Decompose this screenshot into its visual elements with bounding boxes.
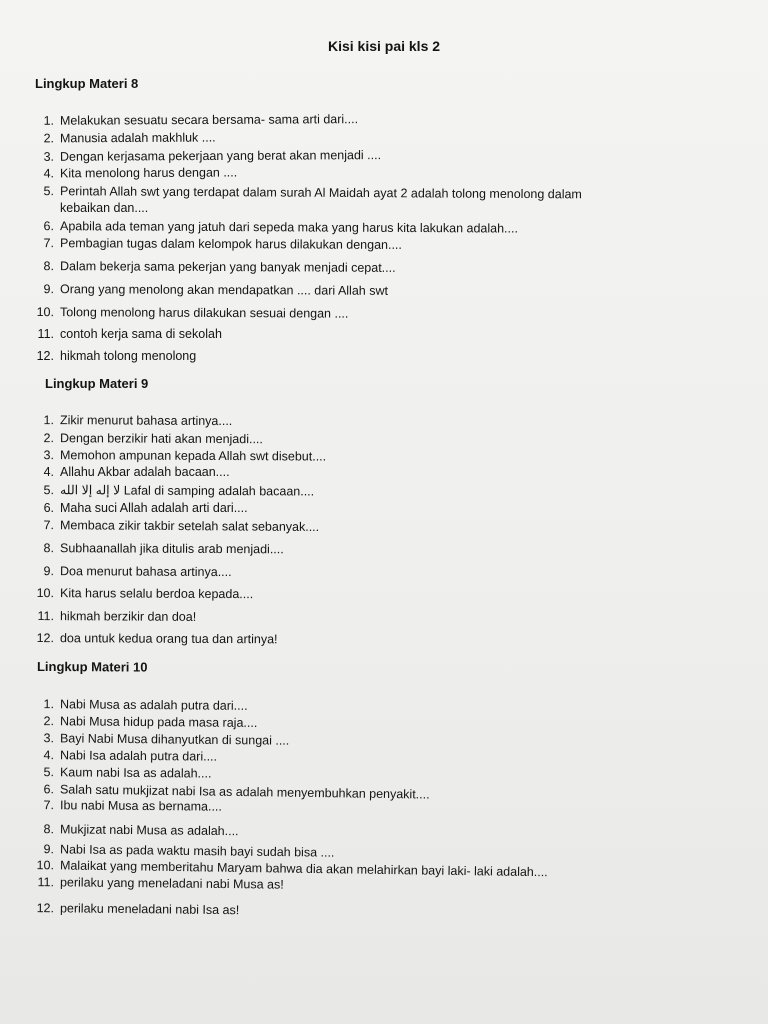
- document-title: Kisi kisi pai kls 2: [327, 38, 441, 54]
- list-item: 3. Dengan kerjasama pekerjaan yang berat akan menjadi ....: [43, 148, 382, 164]
- list-item: 4. Allahu Akbar adalah bacaan....: [43, 465, 230, 479]
- list-item: 2. Dengan berzikir hati akan menjadi....: [43, 431, 263, 447]
- list-item: 7. Membaca zikir takbir setelah salat sebanyak....: [43, 518, 320, 535]
- list-item: 3. Memohon ampunan kepada Allah swt disebut....: [43, 448, 327, 464]
- list-item: 6. Apabila ada teman yang jatuh dari sepeda maka yang harus kita lakukan adalah....: [43, 219, 518, 236]
- list-item: 10. Kita harus selalu berdoa kepada....: [36, 586, 254, 602]
- list-item: 11. hikmah berzikir dan doa!: [37, 609, 197, 624]
- list-item: 2. Manusia adalah makhluk ....: [43, 130, 216, 146]
- list-item: 11. contoh kerja sama di sekolah: [37, 327, 222, 341]
- list-item: 1. Nabi Musa as adalah putra dari....: [43, 697, 248, 713]
- list-item: 12. hikmah tolong menolong: [36, 349, 197, 363]
- list-item: 7. Ibu nabi Musa as bernama....: [43, 798, 222, 814]
- list-item: 6. Salah satu mukjizat nabi Isa as adalah menyembuhkan penyakit....: [43, 782, 430, 802]
- section-heading-materi-9: Lingkup Materi 9: [45, 376, 149, 391]
- list-item: 8. Subhaanallah jika ditulis arab menjadi....: [43, 541, 284, 557]
- list-item: 6. Maha suci Allah adalah arti dari....: [43, 501, 248, 515]
- list-item: 11. perilaku yang meneladani nabi Musa as!: [37, 875, 284, 892]
- section-heading-materi-10: Lingkup Materi 10: [36, 659, 148, 675]
- list-item: 8. Dalam bekerja sama pekerjan yang banyak menjadi cepat....: [43, 259, 396, 275]
- list-item: 5. Kaum nabi Isa as adalah....: [43, 765, 212, 781]
- list-item: 7. Pembagian tugas dalam kelompok harus dilakukan dengan....: [43, 236, 402, 252]
- list-item: 12. doa untuk kedua orang tua dan artinya!: [36, 631, 278, 647]
- list-item: 1. Melakukan sesuatu secara bersama- sama arti dari....: [43, 112, 359, 128]
- list-item: 9. Orang yang menolong akan mendapatkan .... dari Allah swt: [43, 282, 389, 298]
- list-item-continuation: kebaikan dan....: [60, 201, 149, 215]
- list-item: 10. Tolong menolong harus dilakukan sesuai dengan ....: [36, 305, 349, 321]
- list-item: 2. Nabi Musa hidup pada masa raja....: [43, 714, 258, 730]
- list-item: 4. Nabi Isa adalah putra dari....: [43, 748, 218, 764]
- list-item: 8. Mukjizat nabi Musa as adalah....: [43, 822, 239, 839]
- list-item: 10. Malaikat yang memberitahu Maryam bahwa dia akan melahirkan bayi laki- laki adalah....: [36, 858, 548, 880]
- list-item: 5. Perintah Allah swt yang terdapat dalam surah Al Maidah ayat 2 adalah tolong menolong dalam: [43, 184, 582, 202]
- list-item: 1. Zikir menurut bahasa artinya....: [43, 413, 233, 429]
- list-item: 3. Bayi Nabi Musa dihanyutkan di sungai ....: [43, 731, 290, 748]
- section-heading-materi-8: Lingkup Materi 8: [35, 76, 139, 91]
- list-item: 12. perilaku meneladani nabi Isa as!: [36, 901, 240, 918]
- list-item: 5. لا إله إلا الله Lafal di samping adalah bacaan....: [43, 483, 315, 499]
- list-item: 9. Nabi Isa as pada waktu masih bayi sudah bisa ....: [43, 842, 335, 860]
- list-item: 9. Doa menurut bahasa artinya....: [43, 564, 232, 580]
- list-item: 4. Kita menolong harus dengan ....: [43, 165, 238, 181]
